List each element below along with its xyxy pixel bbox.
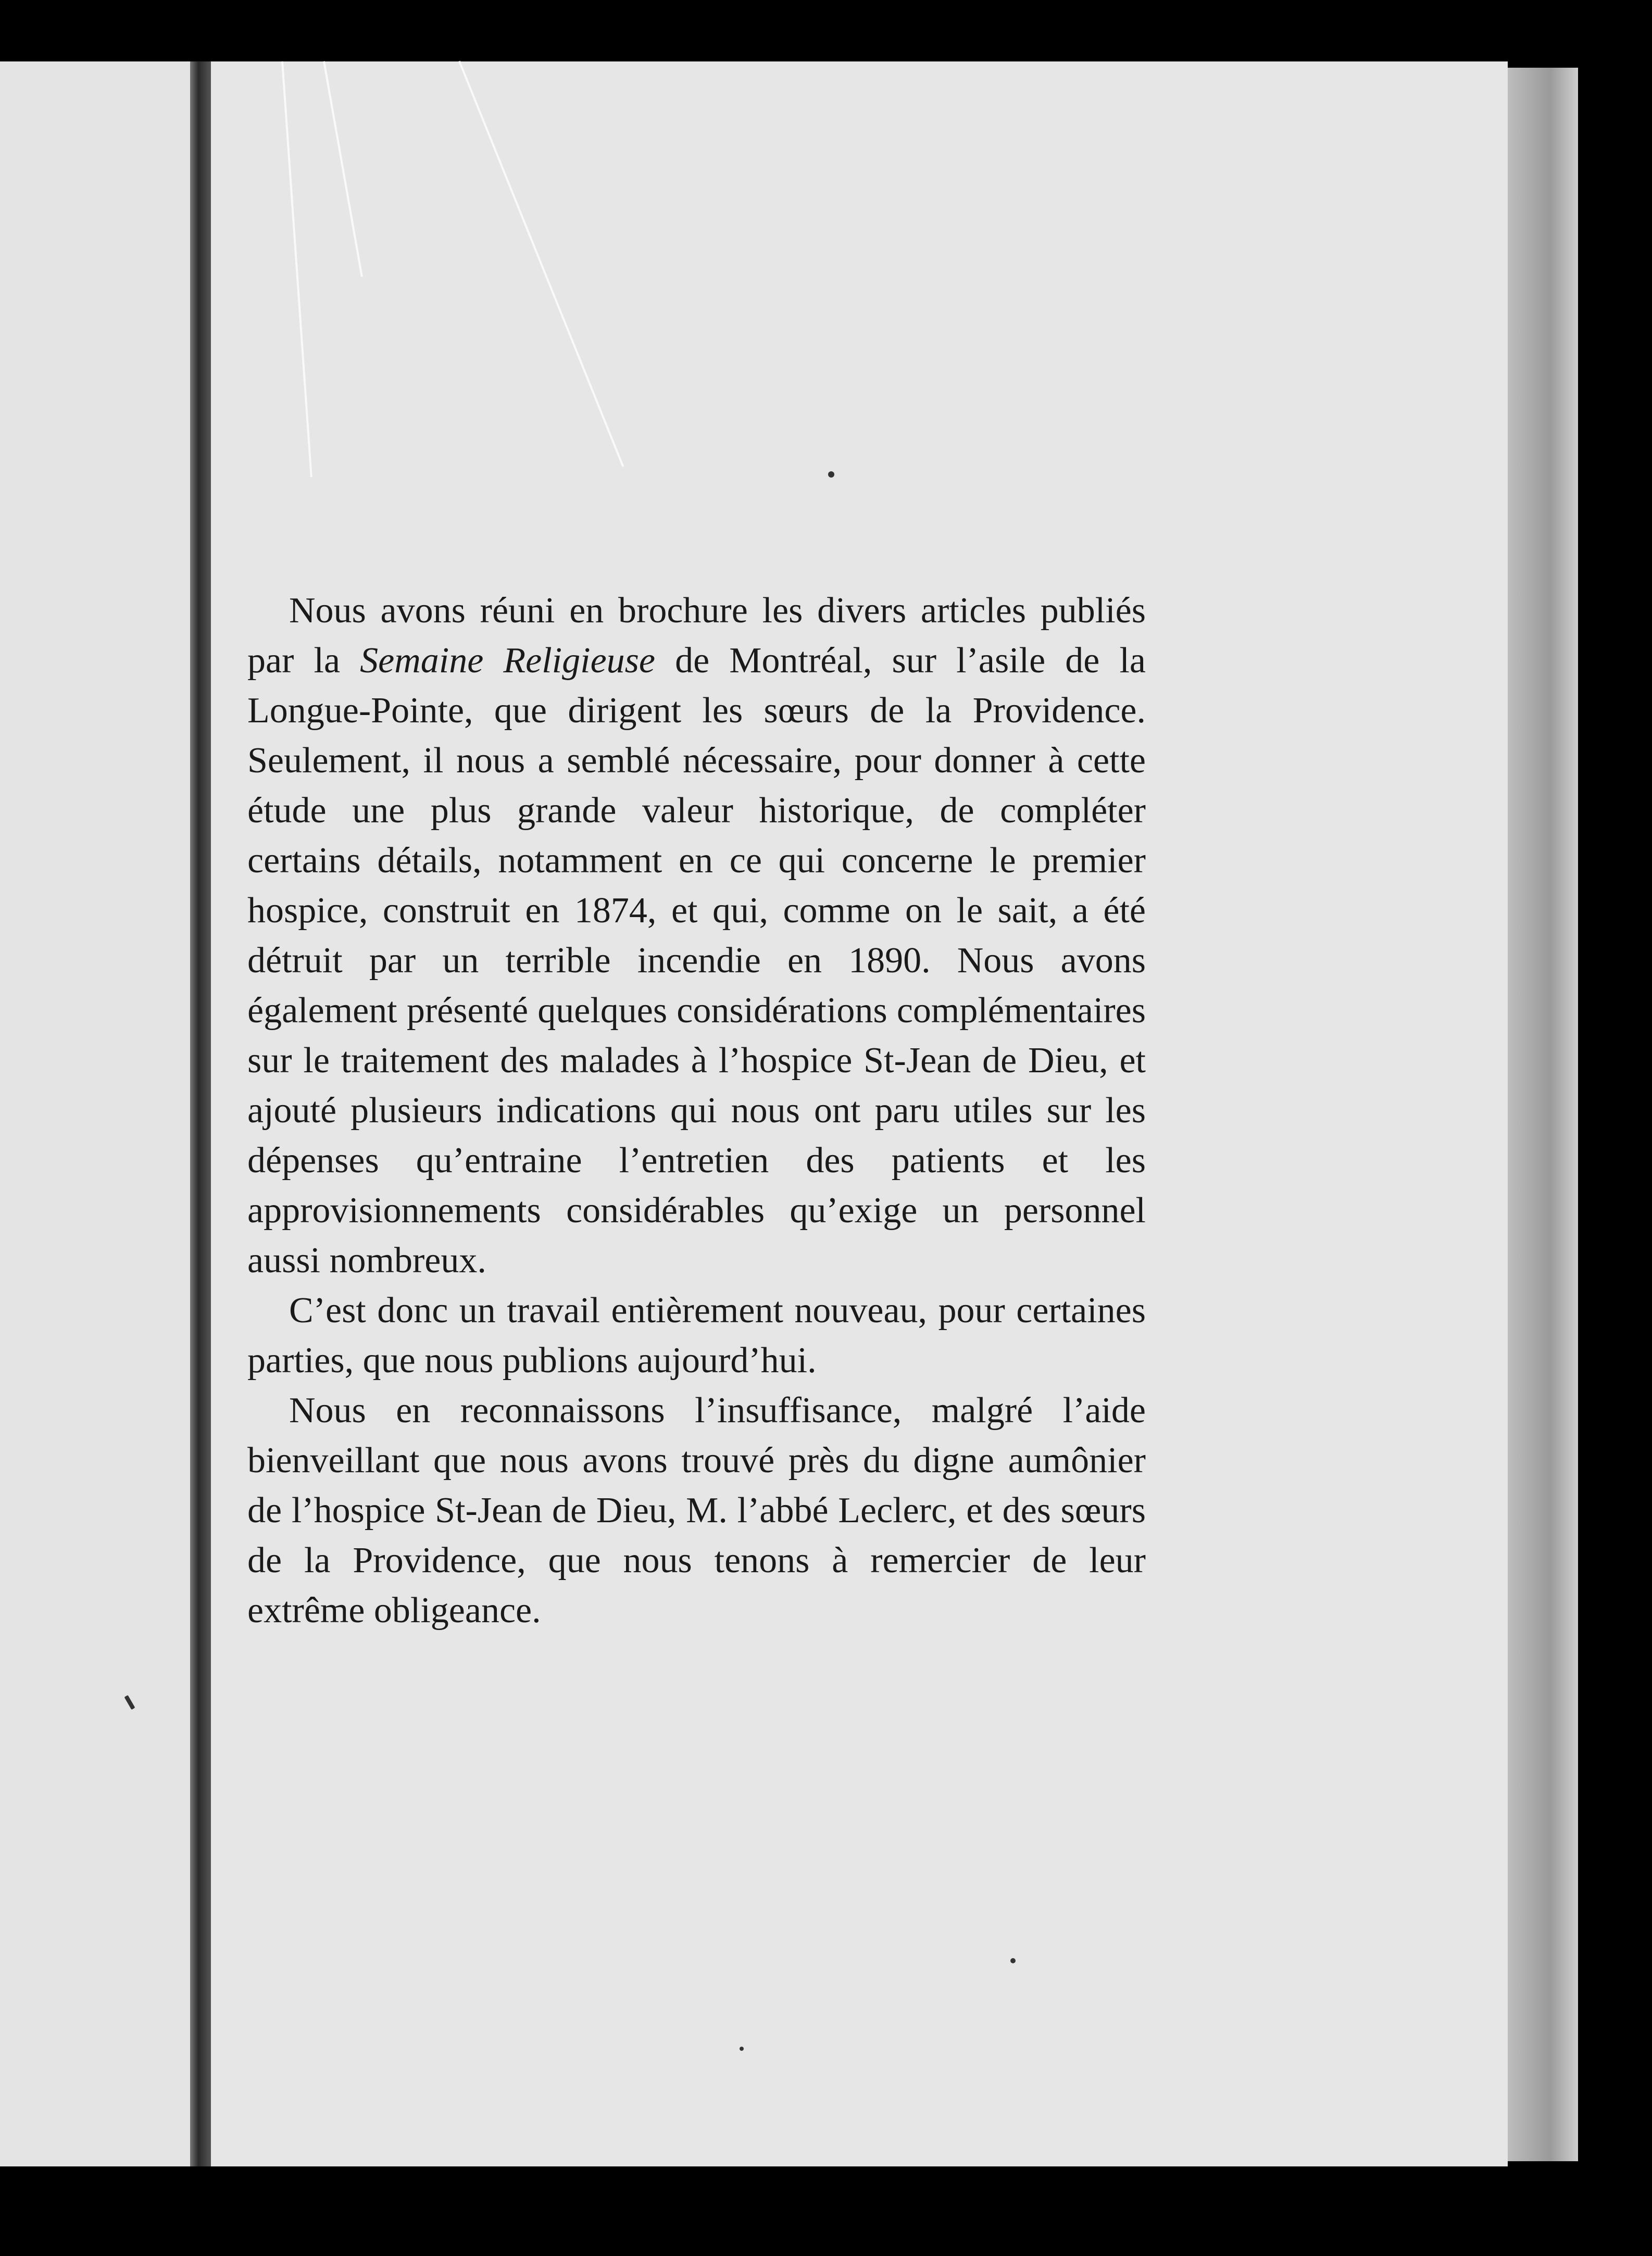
paragraph-1 xyxy=(247,586,1146,1286)
paragraph-1-text-cont: de Montréal, sur l’asile de la Longue-Pointe, que dirigent les sœurs de la Providence. Seulement, il nous a semblé nécessaire, pour donner à cette étude une plus grande valeur historique, de compléter certains détails, notamment en ce qui concerne le premier hospice, construit en 1874, et qui, comme on le sait, a été détruit par un terrible incendie en 1890. Nous avons également présenté quelques considérations complémentaires sur le traitement des malades à l’hospice St-Jean de Dieu, et ajouté plusieurs indications qui nous ont paru utiles sur les dépenses qu’entraine l’entretien des patients et les approvisionnements considérables qu’exige un personnel aussi nombreux. xyxy=(247,641,1146,1281)
ink-speck xyxy=(1010,1958,1016,1963)
ink-speck xyxy=(828,471,834,478)
paragraph-1-text: Nous avons réuni en brochure les divers articles publiés par la xyxy=(247,591,1146,681)
ink-speck xyxy=(740,2047,744,2051)
body-text xyxy=(247,586,1146,1636)
publication-title: Semaine Religieuse xyxy=(360,641,655,681)
facing-page-edge xyxy=(0,61,190,2166)
page-stack-edge xyxy=(1508,68,1578,2161)
book-gutter xyxy=(190,61,211,2166)
paragraph-2: C’est donc un travail entièrement nouveau, pour certaines parties, que nous publions aujourd’hui. xyxy=(247,1290,1146,1381)
paragraph-3: Nous en reconnaissons l’insuffisance, malgré l’aide bienveillant que nous avons trouvé près du digne aumônier de l’hospice St-Jean de Dieu, M. l’abbé Leclerc, et des sœurs de la Providence, que nous tenons à remercier de leur extrême obligeance. xyxy=(247,1390,1146,1631)
